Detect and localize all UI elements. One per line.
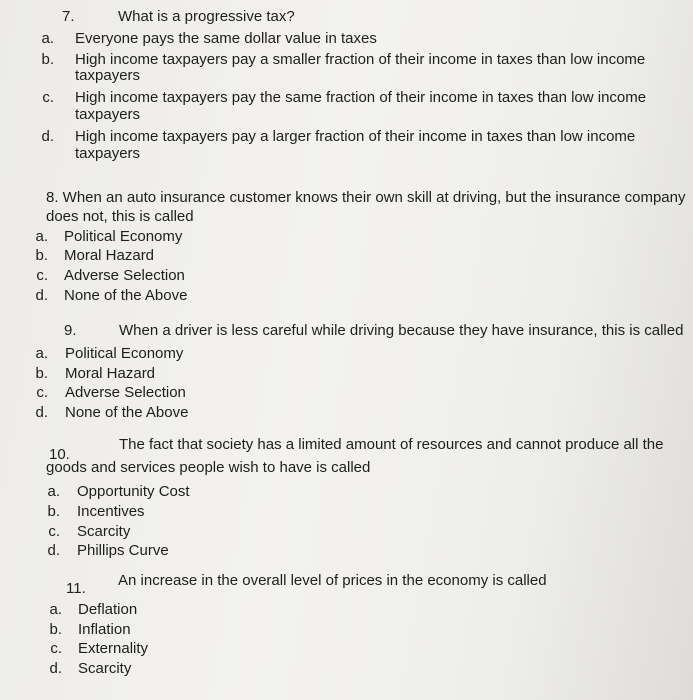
option-text: None of the Above <box>65 404 189 421</box>
question-text: When a driver is less careful while driving because they have insurance, this is called <box>119 322 684 339</box>
question-number: 7. <box>62 8 75 25</box>
option-letter: c. <box>48 523 60 540</box>
option-text: Inflation <box>78 621 131 638</box>
option-text: Political Economy <box>65 345 184 362</box>
option-letter: d. <box>35 404 48 421</box>
option-text: Scarcity <box>78 660 132 677</box>
option-text: Opportunity Cost <box>77 483 190 500</box>
option-text: Externality <box>78 640 149 657</box>
option-text: High income taxpayers pay a smaller fraction of their income in taxes than low income <box>75 51 646 68</box>
option-letter: b. <box>35 247 48 264</box>
option-letter: d. <box>49 660 62 677</box>
option-letter: b. <box>41 51 54 68</box>
option-letter: c. <box>36 267 48 284</box>
option-text: Moral Hazard <box>65 365 156 382</box>
option-text: Phillips Curve <box>77 542 169 559</box>
question-number: 10. <box>49 446 70 463</box>
option-letter: b. <box>35 365 48 382</box>
option-text: High income taxpayers pay the same fraction of their income in taxes than low income <box>75 89 647 106</box>
question-number: 9. <box>64 322 77 339</box>
option-letter: c. <box>36 384 48 401</box>
option-text: Adverse Selection <box>65 384 186 401</box>
option-letter: c. <box>50 640 62 657</box>
option-letter: a. <box>35 345 48 362</box>
option-text: Adverse Selection <box>64 267 185 284</box>
option-letter: c. <box>42 89 54 106</box>
option-letter: d. <box>41 128 54 145</box>
option-letter: a. <box>49 601 62 618</box>
option-text: Political Economy <box>64 228 183 245</box>
option-text: Incentives <box>77 503 145 520</box>
question-text: What is a progressive tax? <box>118 8 295 25</box>
option-letter: d. <box>47 542 60 559</box>
option-text-cont: taxpayers <box>75 67 141 84</box>
option-text: Scarcity <box>77 523 131 540</box>
option-text: Deflation <box>78 601 138 618</box>
option-text-cont: taxpayers <box>75 106 141 123</box>
option-text-cont: taxpayers <box>75 145 141 162</box>
question-text: An increase in the overall level of prices in the economy is called <box>118 572 547 589</box>
option-letter: b. <box>47 503 60 520</box>
option-letter: a. <box>47 483 60 500</box>
option-text: Everyone pays the same dollar value in taxes <box>75 30 377 47</box>
option-text: None of the Above <box>64 287 188 304</box>
question-text-cont: does not, this is called <box>46 208 194 225</box>
question-text: 8. When an auto insurance customer knows their own skill at driving, but the insurance company <box>46 189 686 206</box>
option-letter: d. <box>35 287 48 304</box>
option-letter: b. <box>49 621 62 638</box>
option-letter: a. <box>35 228 48 245</box>
question-text-cont: goods and services people wish to have is called <box>46 459 371 476</box>
question-text: The fact that society has a limited amount of resources and cannot produce all the <box>119 436 664 453</box>
question-number: 11. <box>66 580 86 597</box>
option-letter: a. <box>41 30 54 47</box>
option-text: High income taxpayers pay a larger fraction of their income in taxes than low income <box>75 128 636 145</box>
option-text: Moral Hazard <box>64 247 155 264</box>
